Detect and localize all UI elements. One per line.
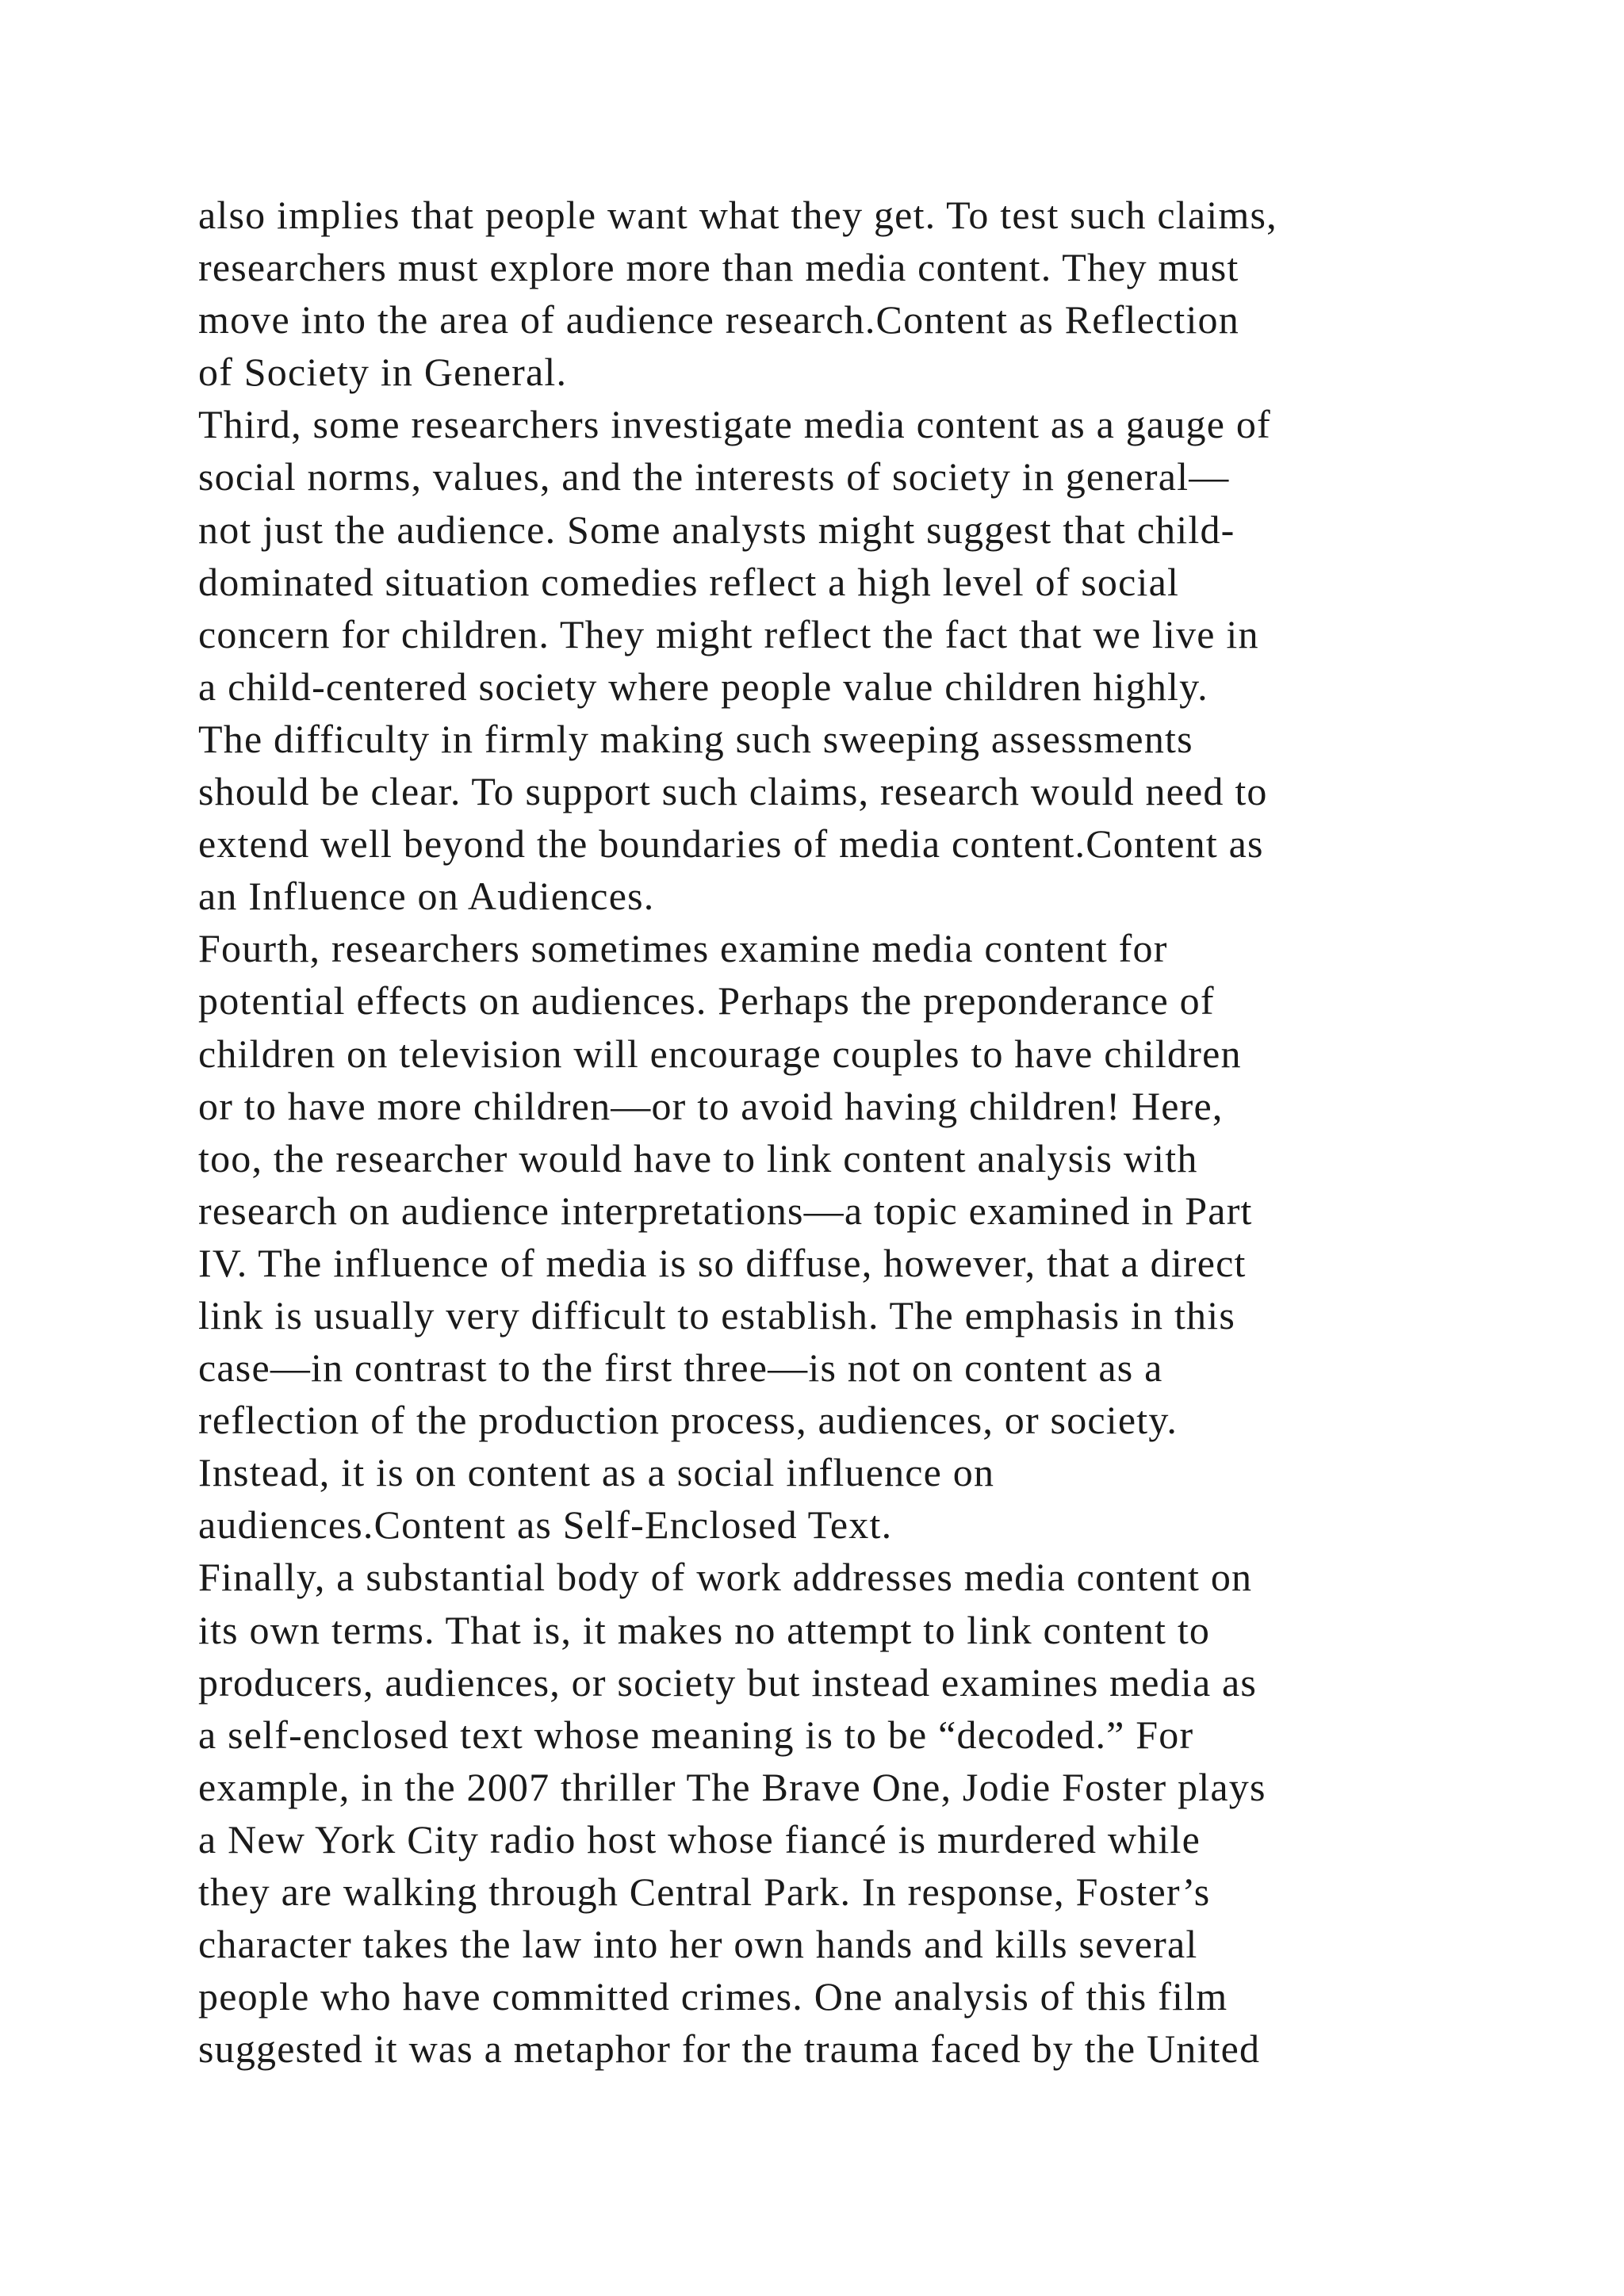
text-line: case—in contrast to the first three—is not on content as a xyxy=(198,1345,1163,1391)
text-line: not just the audience. Some analysts might suggest that child- xyxy=(198,507,1235,552)
text-line: of Society in General. xyxy=(198,350,568,395)
text-line: also implies that people want what they get. To test such claims, xyxy=(198,193,1277,237)
text-line: research on audience interpretations—a topic examined in Part xyxy=(198,1188,1253,1233)
text-line: producers, audiences, or society but instead examines media as xyxy=(198,1659,1258,1705)
body-text xyxy=(198,189,1483,2075)
text-line: they are walking through Central Park. In response, Foster’s xyxy=(198,1869,1211,1914)
text-line: a child-centered society where people value children highly. xyxy=(198,664,1208,709)
text-line: a New York City radio host whose fiancé is murdered while xyxy=(198,1816,1201,1862)
text-line: move into the area of audience research.Content as Reflection xyxy=(198,297,1239,342)
text-line: children on television will encourage couples to have children xyxy=(198,1031,1242,1076)
text-line: Fourth, researchers sometimes examine media content for xyxy=(198,926,1168,971)
text-line: extend well beyond the boundaries of media content.Content as xyxy=(198,821,1264,867)
text-line: link is usually very difficult to establish. The emphasis in this xyxy=(198,1292,1235,1337)
text-line: Third, some researchers investigate media content as a gauge of xyxy=(198,402,1271,447)
text-line: too, the researcher would have to link content analysis with xyxy=(198,1135,1198,1181)
text-line: an Influence on Audiences. xyxy=(198,874,655,919)
text-line: should be clear. To support such claims, research would need to xyxy=(198,769,1268,814)
text-line: people who have committed crimes. One analysis of this film xyxy=(198,1974,1228,2019)
text-line: dominated situation comedies reflect a high level of social xyxy=(198,559,1180,604)
text-line: its own terms. That is, it makes no attempt to link content to xyxy=(198,1607,1211,1652)
text-line: social norms, values, and the interests of society in general— xyxy=(198,454,1230,499)
text-line: concern for children. They might reflect the fact that we live in xyxy=(198,611,1259,656)
text-line: suggested it was a metaphor for the trauma faced by the United xyxy=(198,2026,1261,2072)
text-line: potential effects on audiences. Perhaps the preponderance of xyxy=(198,978,1215,1024)
text-line: Instead, it is on content as a social influence on xyxy=(198,1450,995,1495)
text-line: example, in the 2007 thriller The Brave One, Jodie Foster plays xyxy=(198,1764,1266,1809)
text-line: Finally, a substantial body of work addresses media content on xyxy=(198,1555,1253,1600)
text-line: researchers must explore more than media content. They must xyxy=(198,245,1239,290)
text-line: or to have more children—or to avoid having children! Here, xyxy=(198,1083,1224,1128)
text-line: a self-enclosed text whose meaning is to be “decoded.” For xyxy=(198,1712,1194,1757)
text-line: IV. The influence of media is so diffuse, however, that a direct xyxy=(198,1240,1247,1285)
text-line: The difficulty in firmly making such sweeping assessments xyxy=(198,716,1193,761)
text-line: character takes the law into her own hands and kills several xyxy=(198,1922,1198,1967)
text-line: reflection of the production process, audiences, or society. xyxy=(198,1398,1178,1443)
text-line: audiences.Content as Self-Enclosed Text. xyxy=(198,1502,893,1548)
